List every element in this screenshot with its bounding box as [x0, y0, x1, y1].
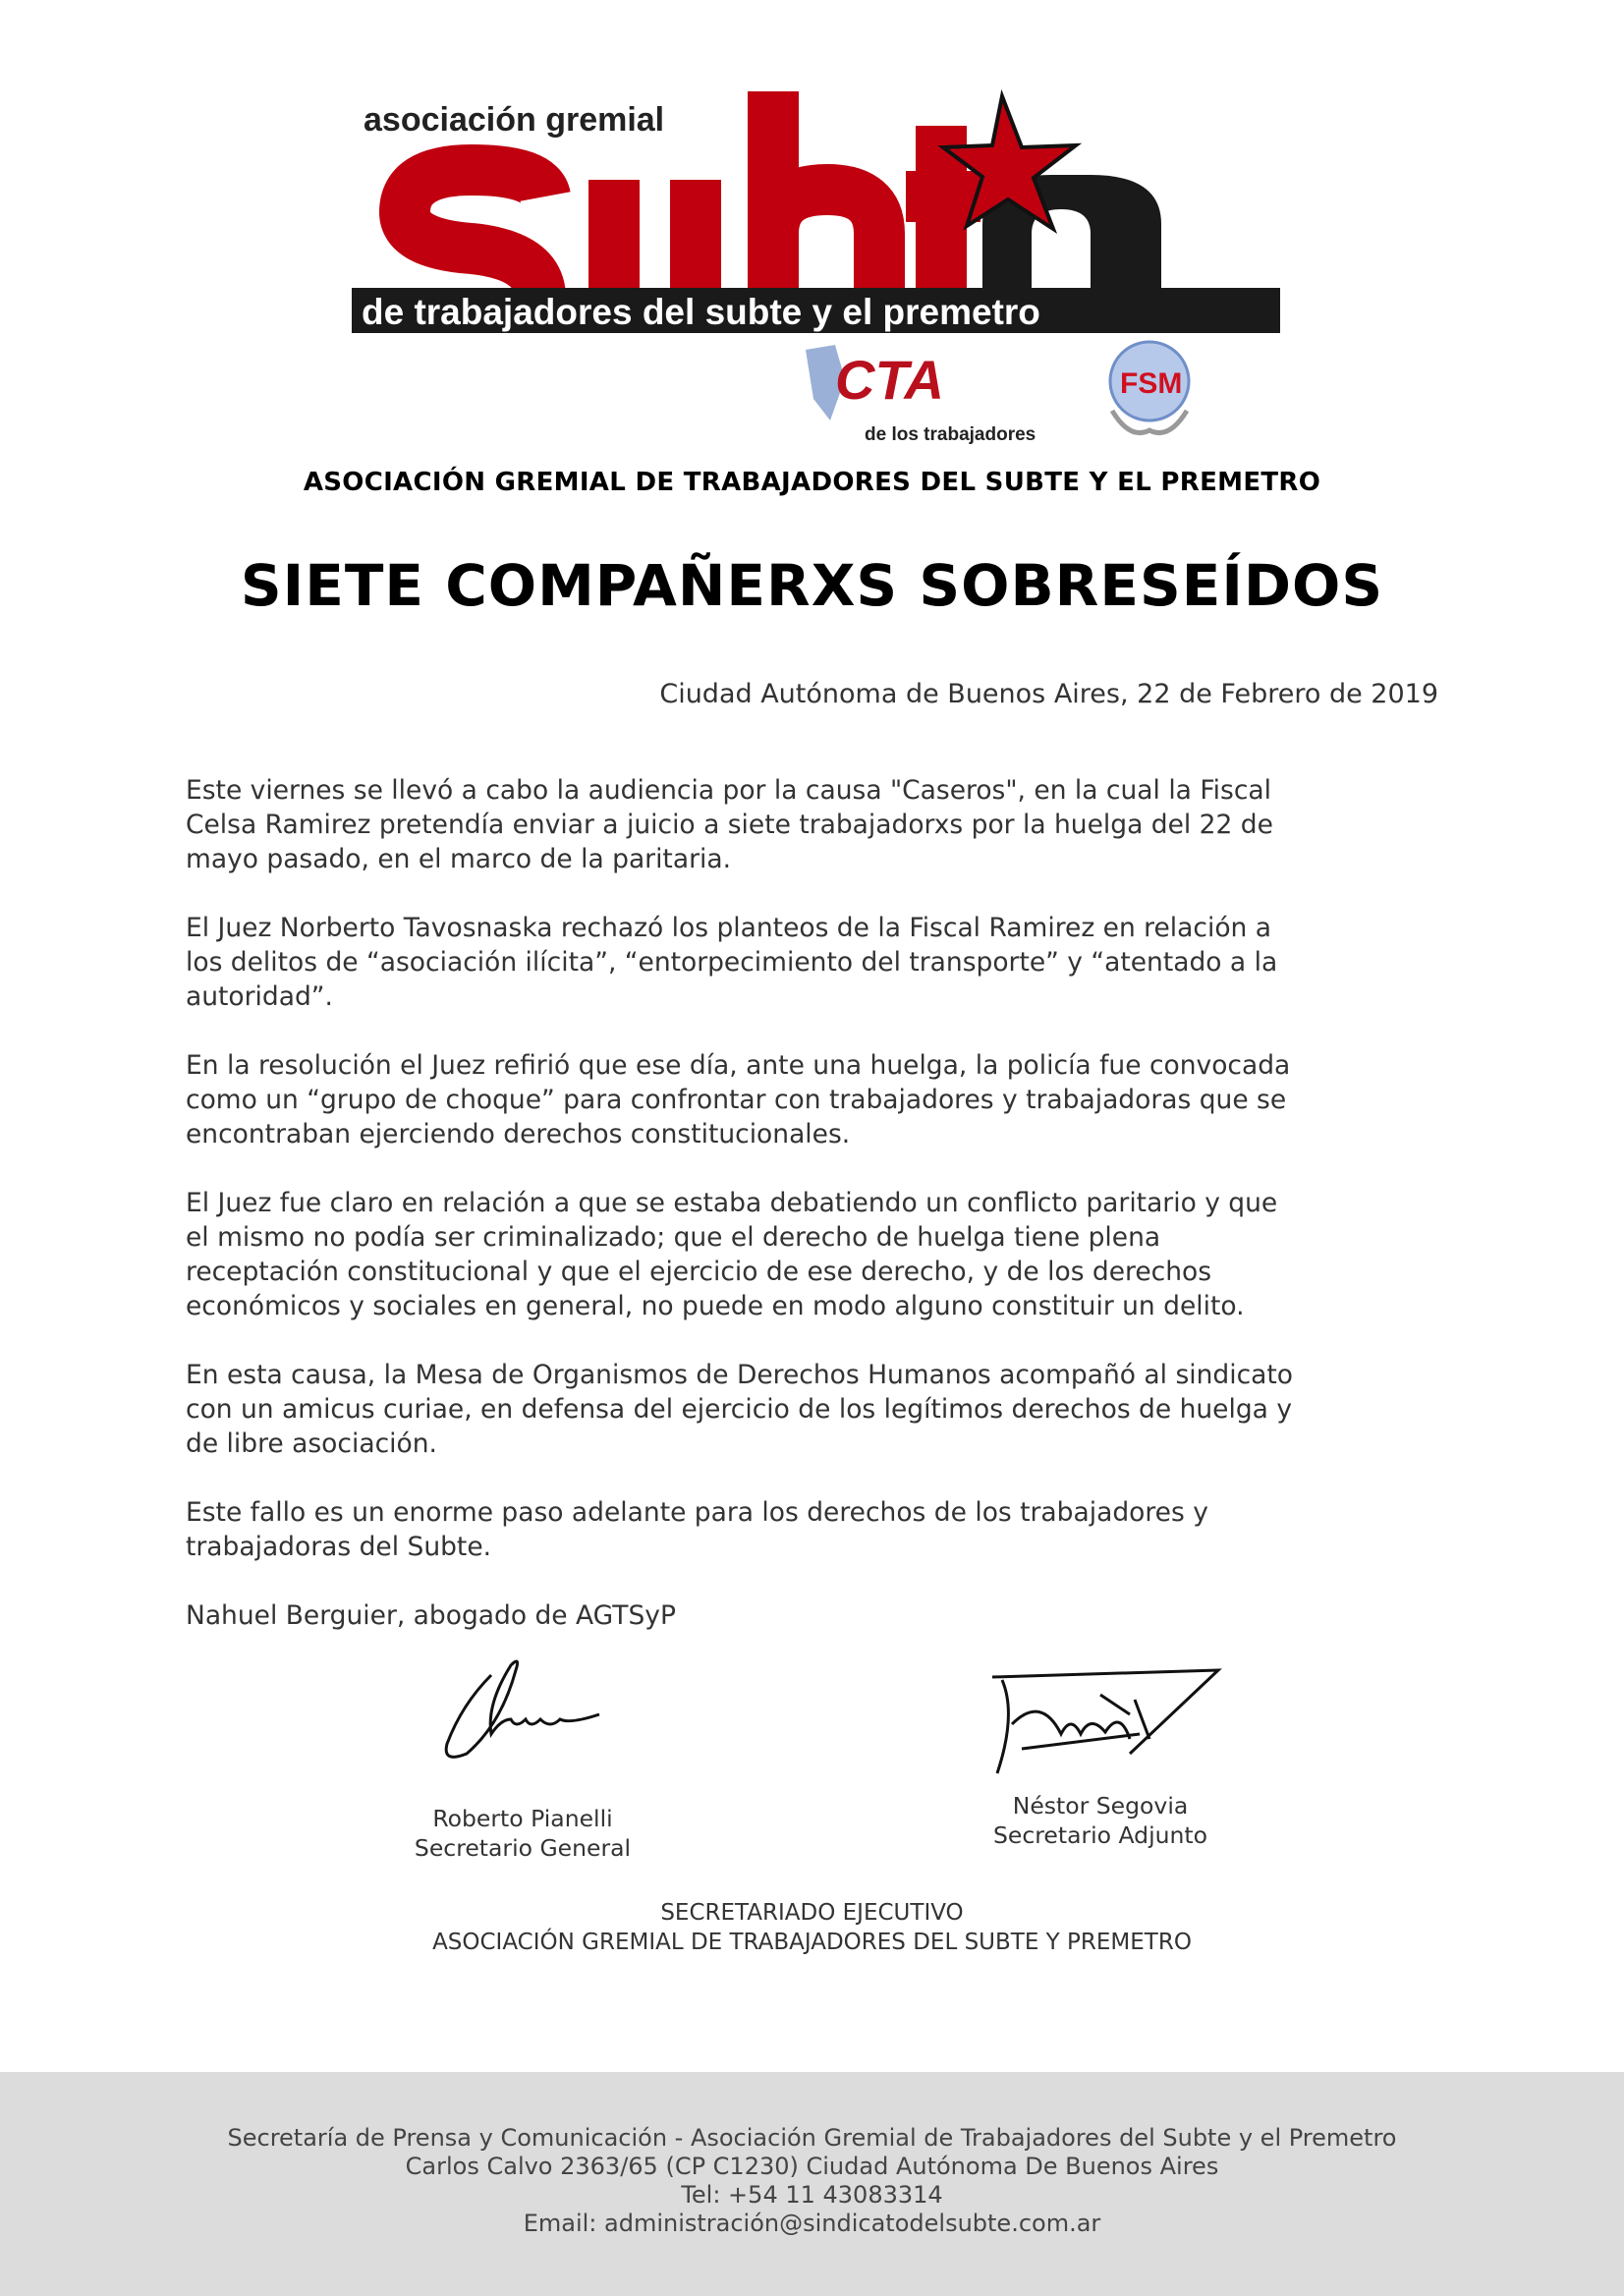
paragraph-line: El Juez Norberto Tavosnaska rechazó los planteos de la Fiscal Ramirez en relación a [186, 913, 1272, 943]
paragraph [186, 1495, 1453, 1564]
paragraph-line: trabajadoras del Subte. [186, 1532, 492, 1562]
signatory-role: Secretario General [414, 1834, 632, 1862]
paragraph-line: Celsa Ramirez pretendía enviar a juicio a siete trabajadorxs por la huelga del 22 de [186, 810, 1273, 840]
paragraph-line: los delitos de “asociación ilícita”, “entorpecimiento del transporte” y “atentado a la [186, 947, 1278, 978]
letter-body [186, 773, 1453, 1667]
footer-phone: Tel: +54 11 43083314 [681, 2181, 943, 2209]
paragraph-line: económicos y sociales en general, no puede en modo alguno constituir un delito. [186, 1291, 1245, 1321]
svg-text:de trabajadores del subte y el: de trabajadores del subte y el premetro [362, 292, 1040, 332]
signatory-role: Secretario Adjunto [992, 1821, 1208, 1849]
paragraph-line: Este fallo es un enorme paso adelante para los derechos de los trabajadores y [186, 1497, 1208, 1528]
paragraph-line: el mismo no podía ser criminalizado; que el derecho de huelga tiene plena [186, 1222, 1161, 1253]
signatory-name: Roberto Pianelli [432, 1805, 613, 1832]
paragraph-line: receptación constitucional y que el ejercicio de ese derecho, y de los derechos [186, 1257, 1212, 1287]
paragraph [186, 1598, 1453, 1633]
signature-segovia [982, 1655, 1238, 1783]
cta-logo [806, 345, 1036, 445]
signatory-2 [953, 1791, 1248, 1850]
fsm-logo [1110, 342, 1189, 433]
svg-text:FSM: FSM [1120, 367, 1183, 400]
paragraph-line: En esta causa, la Mesa de Organismos de Derechos Humanos acompañó al sindicato [186, 1360, 1294, 1390]
paragraph-line: encontraban ejerciendo derechos constitucionales. [186, 1119, 851, 1149]
paragraph-line: mayo pasado, en el marco de la paritaria. [186, 844, 731, 874]
secretariat-line: SECRETARIADO EJECUTIVO [660, 1900, 964, 1926]
secretariat-block [0, 1898, 1624, 1957]
paragraph-line: como un “grupo de choque” para confrontar con trabajadores y trabajadoras que se [186, 1085, 1287, 1115]
organization-heading: ASOCIACIÓN GREMIAL DE TRABAJADORES DEL SUBTE Y EL PREMETRO [303, 468, 1321, 497]
paragraph-line: Este viernes se llevó a cabo la audiencia por la causa "Caseros", en la cual la Fiscal [186, 775, 1272, 806]
page-title: SIETE COMPAÑERXS SOBRESEÍDOS [240, 552, 1384, 619]
footer [0, 2072, 1624, 2296]
paragraph-line: En la resolución el Juez refirió que ese día, ante una huelga, la policía fue convocada [186, 1050, 1291, 1081]
footer-line: Secretaría de Prensa y Comunicación - Asociación Gremial de Trabajadores del Subte y el Premetro [227, 2124, 1397, 2152]
paragraph-line: con un amicus curiae, en defensa del ejercicio de los legítimos derechos de huelga y [186, 1394, 1293, 1425]
date-line: Ciudad Autónoma de Buenos Aires, 22 de Febrero de 2019 [659, 679, 1438, 709]
footer-email[interactable]: Email: administración@sindicatodelsubte.com.ar [523, 2210, 1101, 2237]
signature-pianelli [432, 1646, 619, 1773]
paragraph-line: Nahuel Berguier, abogado de AGTSyP [186, 1600, 676, 1631]
signatory-name: Néstor Segovia [1012, 1792, 1189, 1820]
paragraph-line: autoridad”. [186, 981, 333, 1012]
paragraph [186, 1358, 1453, 1461]
signatory-1 [375, 1804, 670, 1863]
paragraph-line: El Juez fue claro en relación a que se estaba debatiendo un conflicto paritario y que [186, 1188, 1278, 1218]
paragraph [186, 1186, 1453, 1323]
paragraph [186, 773, 1453, 876]
paragraph [186, 1048, 1453, 1151]
union-logo [344, 86, 1287, 445]
paragraph-line: de libre asociación. [186, 1428, 437, 1459]
svg-text:asociación gremial: asociación gremial [364, 101, 665, 139]
paragraph [186, 911, 1453, 1014]
svg-text:de los trabajadores: de los trabajadores [865, 424, 1036, 445]
svg-text:CTA: CTA [835, 349, 944, 411]
footer-address: Carlos Calvo 2363/65 (CP C1230) Ciudad Autónoma De Buenos Aires [405, 2153, 1219, 2180]
secretariat-line: ASOCIACIÓN GREMIAL DE TRABAJADORES DEL SUBTE Y PREMETRO [432, 1930, 1192, 1955]
